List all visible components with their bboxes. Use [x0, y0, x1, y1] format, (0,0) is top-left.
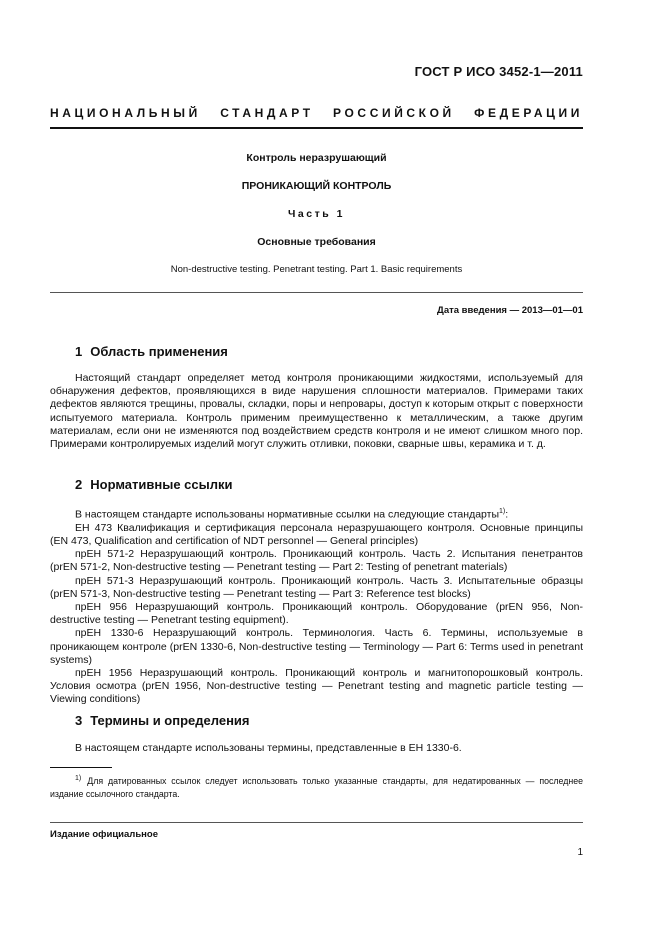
paragraph-text: В настоящем стандарте использованы нормативные ссылки на следующие стандарты: [75, 508, 500, 521]
reference-item: прЕН 571-2 Неразрушающий контроль. Проникающий контроль. Часть 2. Испытания пенетрантов (prEN 571-2, Non-destructive testing — Penetrant testing — Part 2: Testing of penetrant materials): [50, 548, 583, 574]
edition-label: Издание официальное: [50, 829, 158, 840]
reference-item: прЕН 1330-6 Неразрушающий контроль. Терминология. Часть 6. Термины, используемые в проникающем контроле (prEN 1330-6, Non-destructive testing — Terminology — Part 6: Terms used in penetrant systems): [50, 627, 583, 666]
footnote-rule: [50, 767, 112, 768]
part-title: Часть 1: [288, 208, 345, 220]
footnote-marker: 1): [75, 775, 82, 782]
section-number: 1: [75, 344, 83, 359]
section-body: [50, 372, 583, 451]
section-heading: [75, 477, 232, 492]
footer-rule: [50, 822, 583, 823]
standard-title: НАЦИОНАЛЬНЫЙ СТАНДАРТ РОССИЙСКОЙ ФЕДЕРАЦИИ: [50, 106, 583, 120]
category-title: Контроль неразрушающий: [246, 152, 387, 164]
paragraph-end: :: [505, 508, 509, 521]
header-rule: [50, 127, 583, 129]
subtitle: Основные требования: [257, 236, 376, 248]
introduction-date: Дата введения — 2013—01—01: [437, 305, 583, 316]
section-heading: [75, 344, 228, 359]
document-number: ГОСТ Р ИСО 3452-1—2011: [414, 64, 583, 79]
page-number: 1: [577, 847, 583, 858]
section-number: 2: [75, 477, 83, 492]
section-title: Нормативные ссылки: [90, 477, 233, 492]
paragraph: В настоящем стандарте использованы термины, представленные в ЕН 1330-6.: [75, 742, 462, 754]
footnote-text: Для датированных ссылок следует использовать только указанные стандарты, для недатированных — последнее издание ссылочного стандарта.: [50, 775, 583, 799]
section-body: [50, 505, 583, 707]
title-rule: [50, 292, 583, 293]
section-body: [50, 742, 583, 755]
paragraph: Настоящий стандарт определяет метод контроля проникающими жидкостями, используемый для обнаружения дефектов, проявляющихся в виде нарушения сплошности материалов. Примерами таких дефектов являются трещины, провалы, складки, поры и непровары, доступ к которым открыт с поверхности испытуемого материала. Контроль применим преимущественно к металлическим, а также другим материалам, если они не изменяются под воздействием средств контроля и не имеют слишком много пор. Примерами контролируемых изделий могут служить отливки, поковки, сварные швы, керамика и т. д.: [50, 372, 583, 451]
footnote-reference: 1): [499, 508, 506, 515]
footnote: [50, 772, 583, 801]
reference-item: прЕН 1956 Неразрушающий контроль. Проникающий контроль и магнитопорошковый контроль. Условия осмотра (prEN 1956, Non-destructive testing — Penetrant testing and magnetic particle testing — Viewing conditions): [50, 666, 583, 706]
reference-item: ЕН 473 Квалификация и сертификация персонала неразрушающего контроля. Основные принципы (EN 473, Qualification and certification of NDT personnel — General principles): [50, 521, 583, 547]
main-title: ПРОНИКАЮЩИЙ КОНТРОЛЬ: [241, 180, 392, 192]
section-heading: [75, 713, 250, 728]
section-title: Термины и определения: [90, 713, 250, 728]
reference-item: прЕН 956 Неразрушающий контроль. Проникающий контроль. Оборудование (prEN 956, Non-destructive testing — Penetrant testing equipment).: [50, 600, 583, 627]
paragraph: [50, 505, 583, 522]
reference-item: прЕН 571-3 Неразрушающий контроль. Проникающий контроль. Часть 3. Испытательные образцы (prEN 571-3, Non-destructive testing — Penetrant testing — Part 3: Reference test blocks): [50, 574, 583, 600]
english-title: Non-destructive testing. Penetrant testing. Part 1. Basic requirements: [170, 264, 463, 275]
section-number: 3: [75, 713, 83, 728]
section-title: Область применения: [90, 344, 228, 359]
